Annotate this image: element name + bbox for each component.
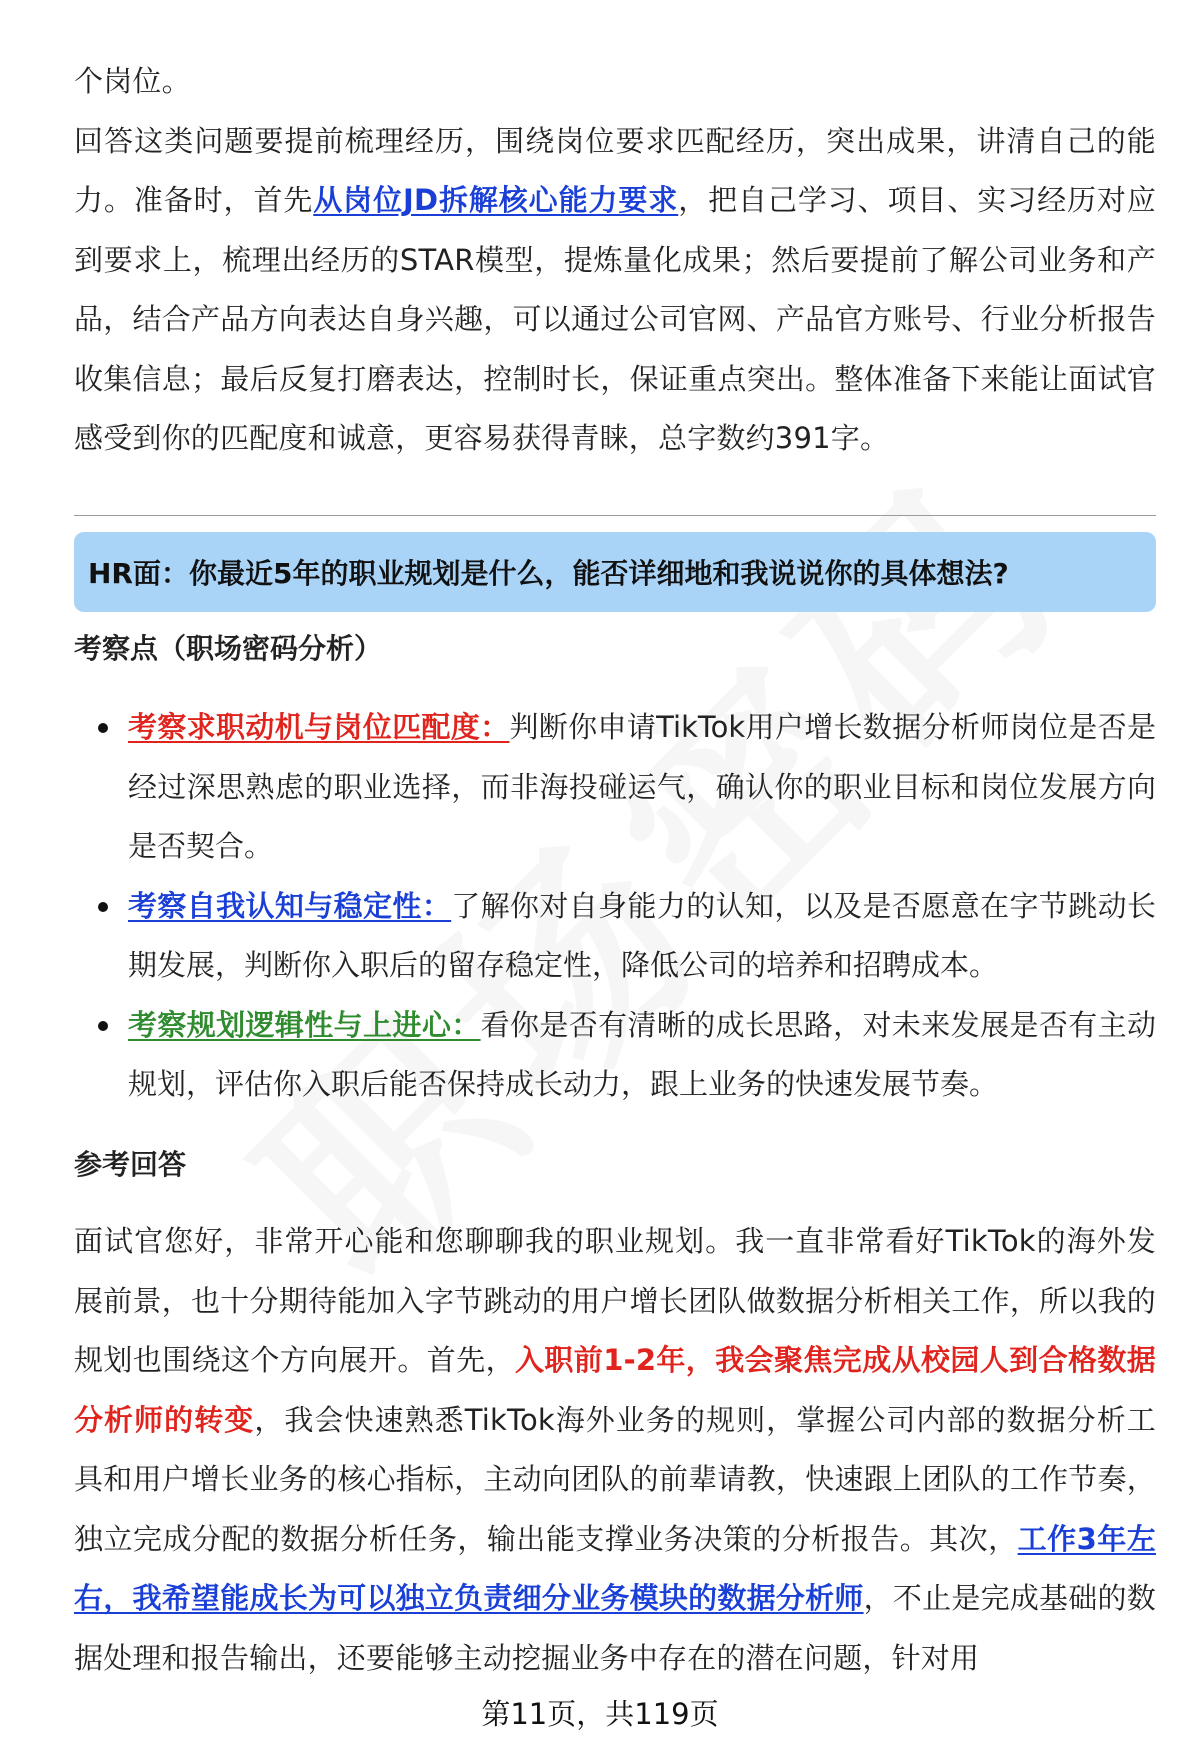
point-label-self-awareness[interactable]: 考察自我认知与稳定性： [128, 888, 452, 923]
page-number: 第11页，共119页 [481, 1697, 719, 1731]
answer-text-a: 面试官您好，非常开心能和您聊聊我的职业规划。我一直非常看好TikTok的海外发展前景，也十分期待能加入字节跳动的用户增长团队做数据分析相关工作，所以我的规划也围绕这个方向展开。首先， [74, 1224, 1156, 1377]
question-title: HR面：你最近5年的职业规划是什么，能否详细地和我说说你的具体想法? [88, 557, 1009, 590]
intro-line: 个岗位。 [74, 64, 191, 98]
answer-section [74, 1212, 1156, 1688]
bullet-icon [98, 902, 108, 912]
answer-highlight-red: 入职前1-2年，我会聚焦完成从校园人到合格数据分析师的转变 [74, 1343, 1156, 1437]
analysis-point [74, 996, 1156, 1115]
answer-text-c: ，不止是完成基础的数据处理和报告输出，还要能够主动挖掘业务中存在的潜在问题，针对用 [74, 1581, 1156, 1675]
answer-text-b: ，我会快速熟悉TikTok海外业务的规则，掌握公司内部的数据分析工具和用户增长业务的核心指标，主动向团队的前辈请教，快速跟上团队的工作节奏，独立完成分配的数据分析任务，输出能支撑业务决策的分析报告。其次， [74, 1402, 1156, 1556]
point-text: 了解你对自身能力的认知，以及是否愿意在字节跳动长期发展，判断你入职后的留存稳定性，降低公司的培养和招聘成本。 [128, 888, 1156, 982]
section-divider [74, 515, 1156, 516]
point-text: 看你是否有清晰的成长思路，对未来发展是否有主动规划，评估你入职后能否保持成长动力，跟上业务的快速发展节奏。 [128, 1007, 1156, 1101]
question-box [74, 532, 1156, 612]
analysis-list [74, 698, 1156, 1115]
intro-text-a: 回答这类问题要提前梳理经历，围绕岗位要求匹配经历，突出成果，讲清自己的能力。准备时，首先 [74, 123, 1156, 217]
intro-text-b: ，把自己学习、项目、实习经历对应到要求上，梳理出经历的STAR模型，提炼量化成果；然后要提前了解公司业务和产品，结合产品方向表达自身兴趣，可以通过公司官网、产品官方账号、行业分析报告收集信息；最后反复打磨表达，控制时长，保证重点突出。整体准备下来能让面试官感受到你的匹配度和诚意，更容易获得青睐，总字数约391字。 [74, 183, 1157, 455]
point-label-motivation[interactable]: 考察求职动机与岗位匹配度： [128, 710, 510, 744]
analysis-point [74, 698, 1156, 877]
intro-section [74, 52, 1156, 469]
bullet-icon [98, 1021, 108, 1031]
point-text: 判断你申请TikTok用户增长数据分析师岗位是否是经过深思熟虑的职业选择，而非海投碰运气，确认你的职业目标和岗位发展方向是否契合。 [128, 710, 1156, 863]
analysis-point [74, 877, 1156, 996]
intro-paragraph [74, 112, 1156, 469]
analysis-heading: 考察点（职场密码分析） [74, 632, 383, 665]
point-label-planning-logic[interactable]: 考察规划逻辑性与上进心： [128, 1007, 481, 1042]
answer-highlight-blue[interactable]: 工作3年左右，我希望能成长为可以独立负责细分业务模块的数据分析师 [74, 1521, 1156, 1615]
answer-paragraph [74, 1212, 1156, 1688]
bullet-icon [98, 723, 108, 733]
jd-core-ability-link[interactable]: 从岗位JD拆解核心能力要求 [313, 183, 679, 217]
answer-heading: 参考回答 [74, 1148, 187, 1181]
